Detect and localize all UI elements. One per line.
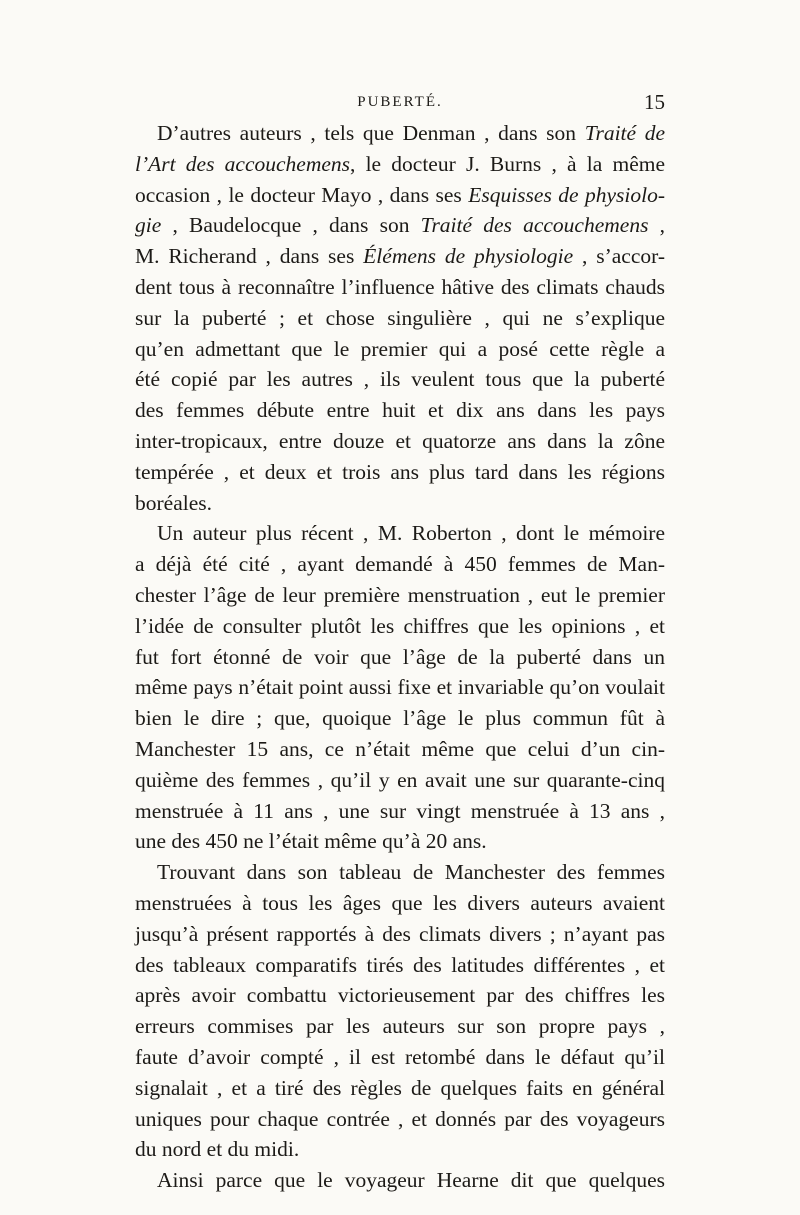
text-segment: été copié par les autres , ils veulent tous que la puberté <box>135 367 665 392</box>
text-line <box>135 1042 665 1073</box>
italic-title: Esquisses de physiolo- <box>468 182 665 207</box>
text-line <box>135 1011 665 1042</box>
text-segment: quième des femmes , qu’il y en avait une sur quarante-cinq <box>135 767 665 792</box>
text-line <box>135 518 665 549</box>
text-segment: , s’accor- <box>573 244 665 269</box>
text-line <box>135 272 665 303</box>
text-segment: l’idée de consulter plutôt les chiffres que les opinions , et <box>135 613 665 638</box>
text-segment: du nord et du midi. <box>135 1137 300 1162</box>
text-line <box>135 457 665 488</box>
text-segment: une des 450 ne l’était même qu’à 20 ans. <box>135 829 487 854</box>
text-line <box>135 765 665 796</box>
text-line <box>135 703 665 734</box>
text-segment: fut fort étonné de voir que l’âge de la puberté dans un <box>135 644 665 669</box>
text-line <box>135 857 665 888</box>
text-segment: boréales. <box>135 490 213 515</box>
text-line <box>135 919 665 950</box>
italic-title: Traité des accouchemens <box>420 213 649 238</box>
text-line <box>135 672 665 703</box>
italic-title: Traité de <box>584 121 666 145</box>
text-segment: faute d’avoir compté , il est retombé dans le défaut qu’il <box>135 1044 665 1069</box>
text-segment: même pays n’était point aussi fixe et invariable qu’on voulait <box>135 675 665 700</box>
text-line <box>135 888 665 919</box>
page-number: 15 <box>644 90 665 114</box>
text-segment: inter-tropicaux, entre douze et quatorze ans dans la zône <box>135 428 665 453</box>
text-line <box>135 395 665 426</box>
text-segment: des tableaux comparatifs tirés des latitudes différentes , et <box>135 952 665 977</box>
text-segment: Ainsi parce que le voyageur Hearne dit que quelques <box>157 1168 665 1193</box>
text-line <box>135 734 665 765</box>
text-segment: D’autres auteurs , tels que Denman , dans son <box>157 121 585 145</box>
text-line <box>135 950 665 981</box>
text-line <box>135 241 665 272</box>
page-header <box>135 90 665 120</box>
text-line <box>135 180 665 211</box>
text-segment: erreurs commises par les auteurs sur son propre pays , <box>135 1014 665 1039</box>
text-line <box>135 1104 665 1135</box>
text-segment: dent tous à reconnaître l’influence hâtive des climats chauds <box>135 274 665 299</box>
text-segment: , le docteur J. Burns , à la même <box>350 151 666 176</box>
text-line <box>135 580 665 611</box>
text-line <box>135 549 665 580</box>
text-line <box>135 364 665 395</box>
text-line <box>135 642 665 673</box>
text-line <box>135 210 665 241</box>
italic-title: Élémens de physiologie <box>363 244 574 269</box>
text-line <box>135 1165 665 1196</box>
text-line <box>135 1134 665 1165</box>
text-line <box>135 980 665 1011</box>
text-segment: occasion , le docteur Mayo , dans ses <box>135 182 469 207</box>
text-line <box>135 1073 665 1104</box>
text-segment: Manchester 15 ans, ce n’était même que celui d’un cin- <box>135 736 665 761</box>
text-segment: après avoir combattu victorieusement par des chiffres les <box>135 983 665 1008</box>
text-line <box>135 118 665 149</box>
text-segment: jusqu’à présent rapportés à des climats divers ; n’ayant pas <box>135 921 665 946</box>
text-segment: Trouvant dans son tableau de Manchester des femmes <box>157 860 665 885</box>
text-segment: M. Richerand , dans ses <box>135 244 364 269</box>
text-line <box>135 303 665 334</box>
text-segment: Un auteur plus récent , M. Roberton , dont le mémoire <box>157 521 665 546</box>
text-segment: a déjà été cité , ayant demandé à 450 femmes de Man- <box>135 552 665 577</box>
text-segment: tempérée , et deux et trois ans plus tard dans les régions <box>135 459 665 484</box>
italic-title: gie <box>135 213 162 238</box>
body-text <box>135 118 665 1196</box>
text-segment: menstruées à tous les âges que les divers auteurs avaient <box>135 890 665 915</box>
text-segment: signalait , et a tiré des règles de quelques faits en général <box>135 1075 665 1100</box>
text-segment: qu’en admettant que le premier qui a posé cette règle a <box>135 336 665 361</box>
text-segment: , <box>648 213 666 238</box>
italic-title: l’Art des accouchemens <box>135 151 351 176</box>
running-head: PUBERTÉ. <box>357 94 443 110</box>
text-segment: des femmes débute entre huit et dix ans dans les pays <box>135 398 665 423</box>
text-line <box>135 426 665 457</box>
text-line <box>135 149 665 180</box>
text-segment: chester l’âge de leur première menstruation , eut le premier <box>135 582 665 607</box>
text-line <box>135 334 665 365</box>
text-segment: sur la puberté ; et chose singulière , qui ne s’explique <box>135 305 665 330</box>
text-segment: menstruée à 11 ans , une sur vingt menstruée à 13 ans , <box>135 798 665 823</box>
text-line <box>135 796 665 827</box>
text-line <box>135 611 665 642</box>
text-line <box>135 488 665 519</box>
text-segment: uniques pour chaque contrée , et donnés par des voyageurs <box>135 1106 665 1131</box>
text-segment: , Baudelocque , dans son <box>161 213 421 238</box>
text-segment: bien le dire ; que, quoique l’âge le plus commun fût à <box>135 706 665 731</box>
text-line <box>135 826 665 857</box>
